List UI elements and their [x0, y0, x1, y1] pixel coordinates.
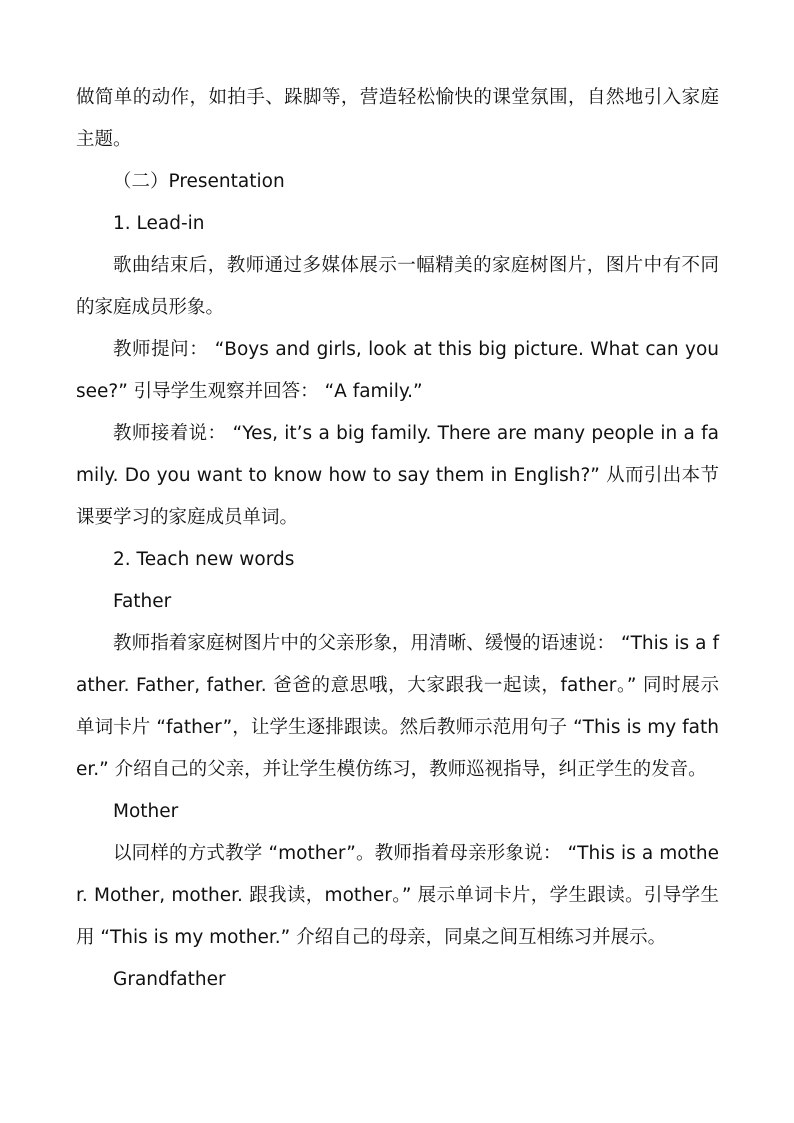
paragraph-teacher-question: 教师提问： “Boys and girls, look at this big picture. What can you see?” 引导学生观察并回答： “A family.”	[76, 339, 719, 402]
subheading-teach-new-words: 2. Teach new words	[113, 549, 295, 570]
word-heading-mother: Mother	[113, 801, 179, 822]
paragraph-father: 教师指着家庭树图片中的父亲形象，用清晰、缓慢的语速说： “This is a father. Father, father. 爸爸的意思哦，大家跟我一起读，father。” 同时展示单词卡片 “father”，让学生逐排跟读。然后教师示范用句子 “This is my father.” 介绍自己的父亲，并让学生模仿练习，教师巡视指导，纠正学生的发音。	[76, 633, 719, 780]
word-heading-father: Father	[113, 591, 172, 612]
paragraph-teacher-follow-up: 教师接着说： “Yes, it’s a big family. There are many people in a family. Do you want to know how to say them in English?” 从而引出本节课要学习的家庭成员单词。	[76, 423, 719, 528]
paragraph-intro-continuation: 做简单的动作，如拍手、跺脚等，营造轻松愉快的课堂氛围，自然地引入家庭主题。	[76, 87, 719, 150]
lesson-plan-body	[76, 77, 719, 1001]
section-heading-presentation: （二）Presentation	[113, 171, 285, 192]
word-heading-grandfather: Grandfather	[113, 969, 226, 990]
subheading-lead-in: 1. Lead-in	[113, 213, 205, 234]
paragraph-mother: 以同样的方式教学 “mother”。教师指着母亲形象说： “This is a mother. Mother, mother. 跟我读，mother。” 展示单词卡片，学生跟读。引导学生用 “This is my mother.” 介绍自己的母亲，同桌之间互相练习并展示。	[76, 843, 719, 948]
paragraph-family-tree: 歌曲结束后，教师通过多媒体展示一幅精美的家庭树图片，图片中有不同的家庭成员形象。	[76, 255, 719, 318]
